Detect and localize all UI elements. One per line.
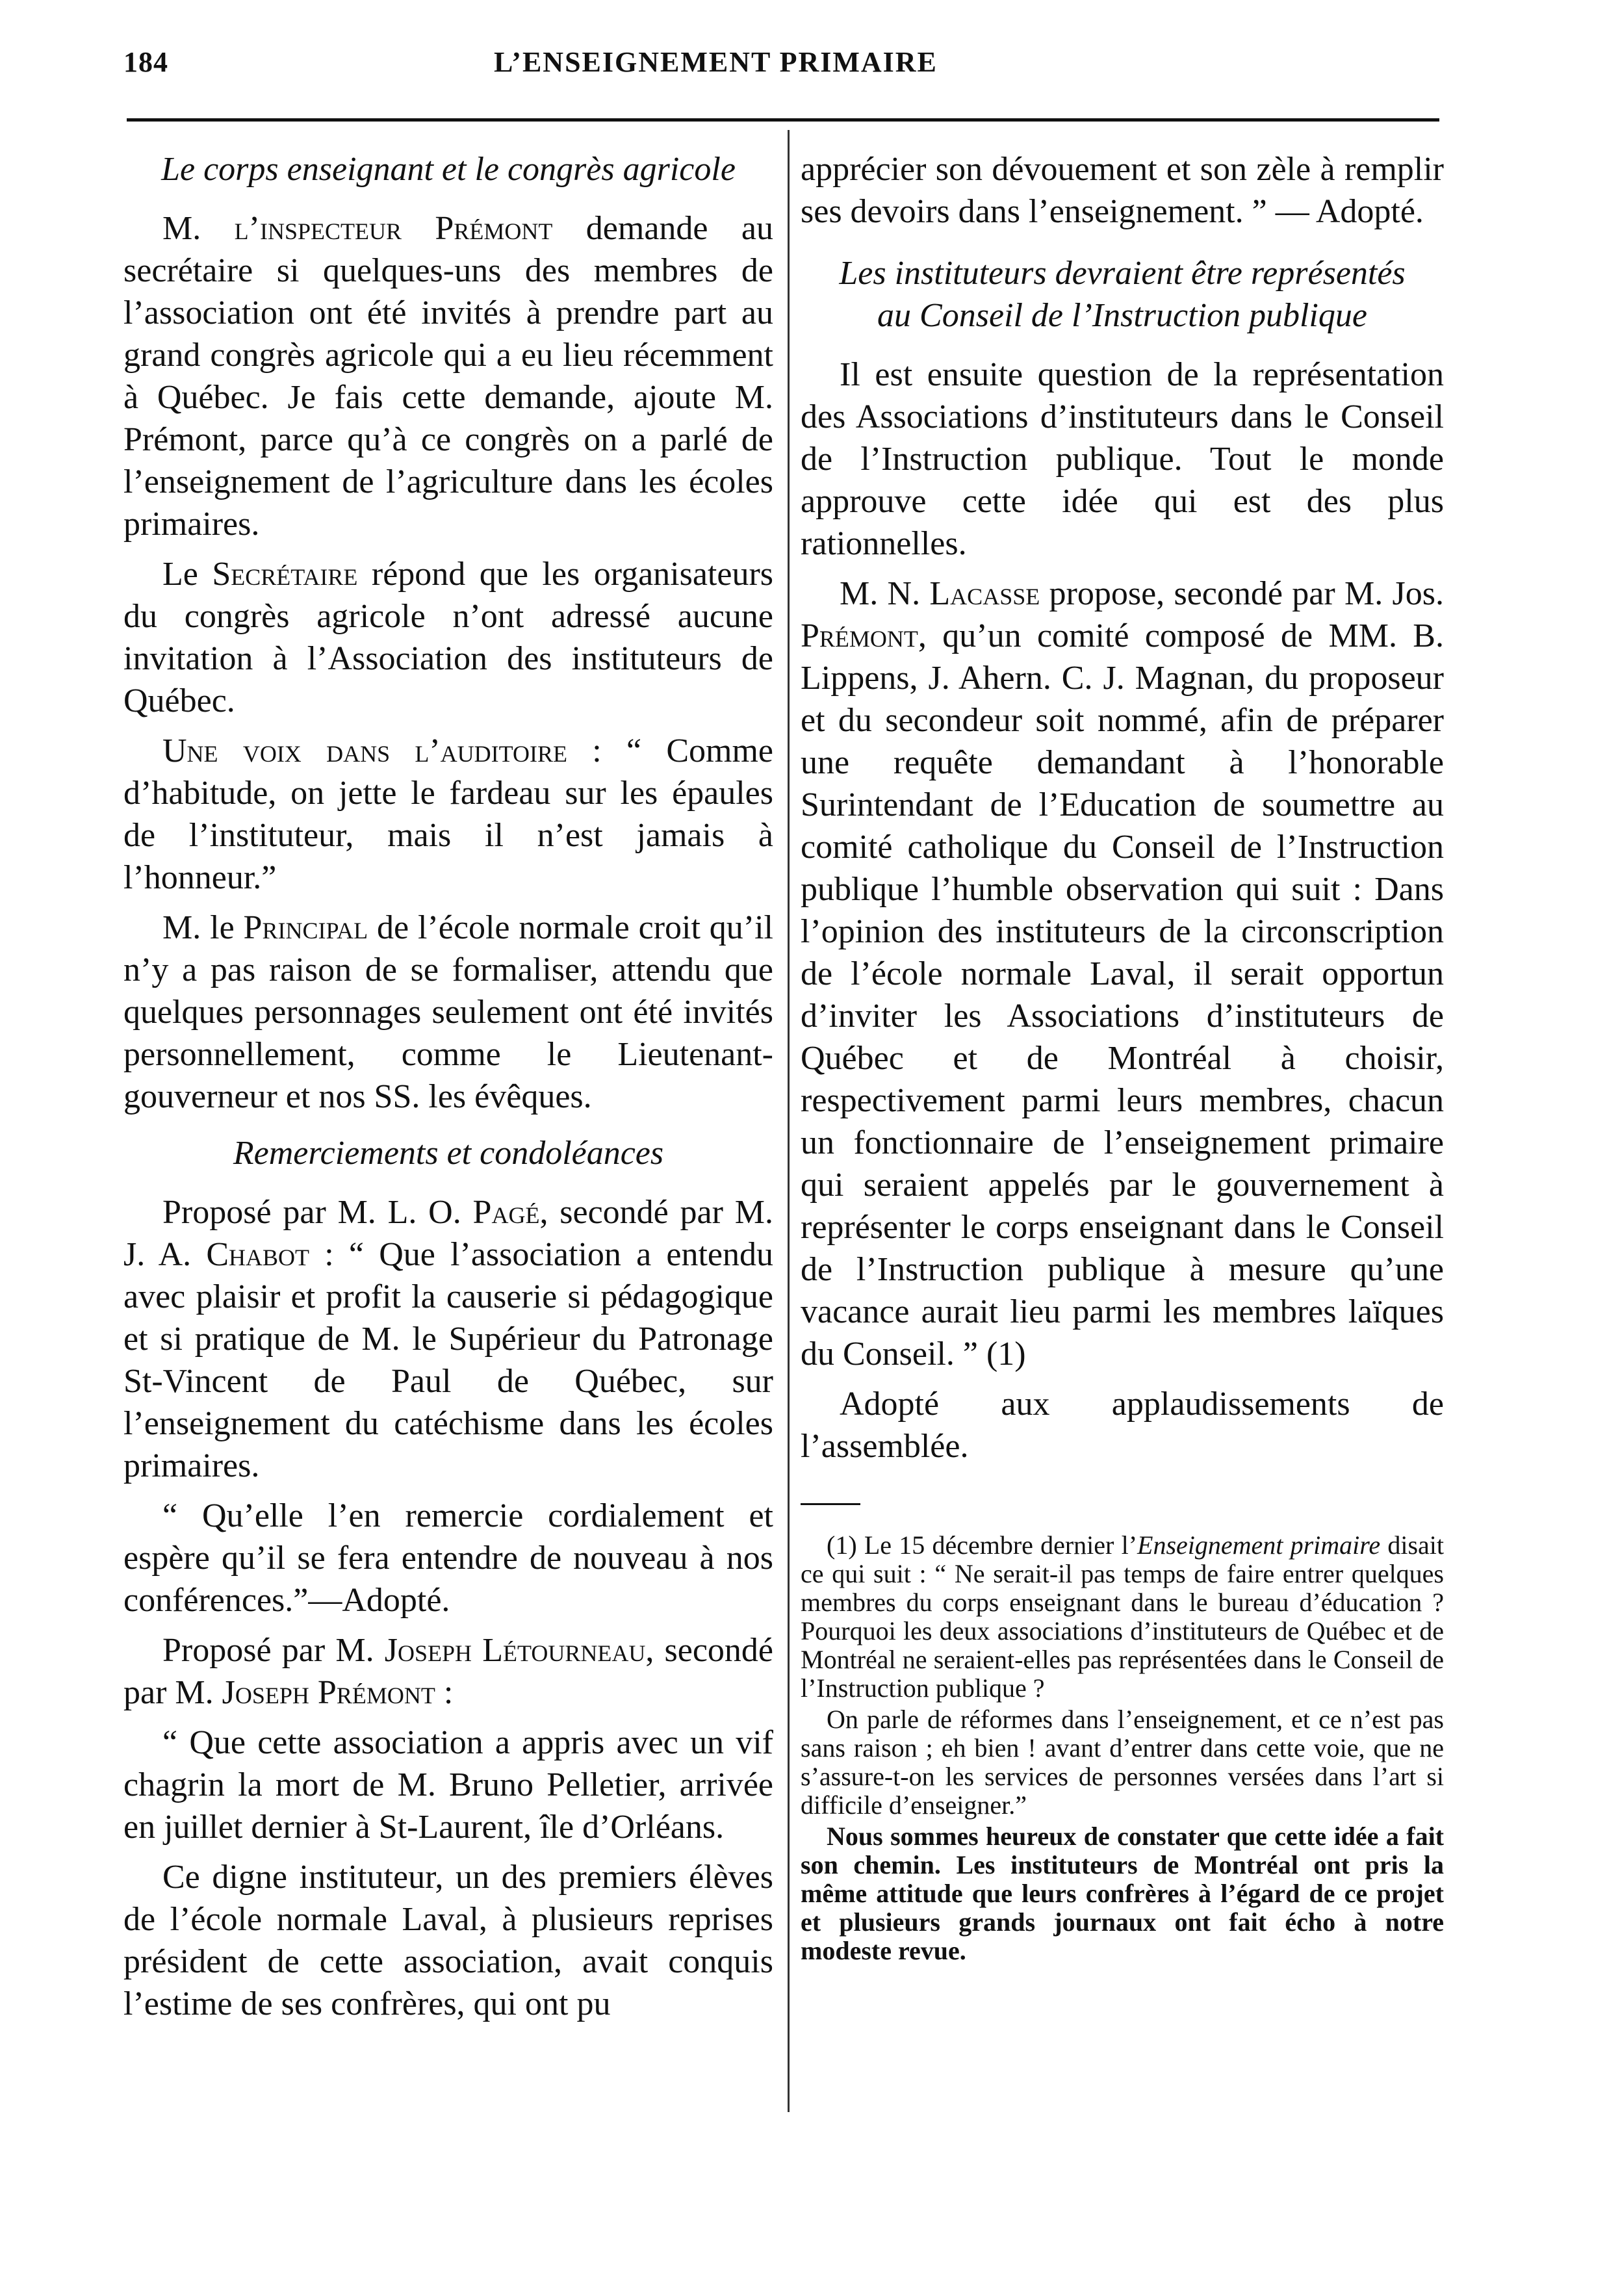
seconder-name: Chabot — [206, 1236, 310, 1273]
paragraph-lead: M. N. — [840, 575, 930, 612]
paragraph-proposition-page — [123, 1191, 773, 1487]
page-number: 184 — [123, 46, 168, 78]
paragraph-lead: Le — [162, 556, 212, 593]
paragraph-text: de l’école normale croit qu’il n’y a pas raison de se formaliser, attendu que quelques personnages seulement ont été invités personnellement, comme le Lieutenant-gouverneur et nos SS. les évêques. — [123, 909, 774, 1115]
running-title: L’ENSEIGNEMENT PRIMAIRE — [494, 46, 938, 78]
paragraph-mid: , secondé par M. — [123, 1632, 773, 1711]
paragraph-continuation: apprécier son dévouement et son zèle à remplir ses devoirs dans l’enseignement. ” — Adopté. — [801, 151, 1444, 230]
header-rule — [127, 118, 1439, 122]
left-column — [123, 148, 773, 2033]
paragraph-text: : — [435, 1674, 454, 1711]
footnote-text: disait ce qui suit : “ Ne serait-il pas temps de faire entrer quelques membres du corps enseignant dans le bureau d’éducation ? Pourquoi les deux associations d’instituteurs de Québec et de Montréal ne seraient-elles pas représentées dans le Conseil de l’Instruction publique ? — [801, 1530, 1444, 1703]
paragraph-representation: Il est ensuite question de la représentation des Associations d’instituteurs dans le Conseil de l’Instruction publique. Tout le monde approuve cette idée qui est des plus rationnelles. — [801, 356, 1444, 562]
paragraph-mid: propose, secondé par M. Jos. — [1040, 575, 1445, 612]
proposer-name: Lacasse — [929, 575, 1040, 612]
paragraph-text: , qu’un comité composé de MM. B. Lippens, J. Ahern. C. J. Magnan, du proposeur et du secondeur soit nommé, afin de préparer une requête demandant à l’honorable Surintendant de l’Education de soumettre au comité catholique du Conseil de l’Instruction publique l’humble observation qui suit : Dans l’opinion des instituteurs de la circonscription de l’école normale Laval, il serait opportun d’inviter les Associations d’instituteurs de Québec et de Montréal à choisir, respectivement parmi leurs membres, chacun un fonctionnaire de l’enseignement primaire qui seraient appelés par le gouvernement à représenter le corps enseignant dans le Conseil de l’Instruction publique à mesure qu’une vacance aurait lieu parmi les membres laïques du Conseil. ” (1) — [801, 617, 1444, 1373]
footnote-rule — [801, 1503, 860, 1505]
paragraph-adopte: Adopté aux applaudissements de l’assemblée. — [801, 1386, 1444, 1465]
paragraph-proposition-letourneau — [123, 1629, 773, 1714]
paragraph-principal — [123, 907, 773, 1118]
paragraph-secretaire — [123, 553, 773, 722]
paragraph-remerciement: “ Qu’elle l’en remercie cordialement et espère qu’il se fera entendre de nouveau à nos conférences.”—Adopté. — [123, 1497, 773, 1619]
footnote-lead: (1) Le 15 décembre dernier l’ — [827, 1530, 1138, 1560]
paragraph-voix-auditoire — [123, 730, 773, 899]
section-title-congres-agricole — [123, 148, 773, 190]
footnote-1-conclusion: Nous sommes heureux de constater que cette idée a fait son chemin. Les instituteurs de Montréal ont pris la même attitude que leurs confrères à l’égard de ce projet et plusieurs grands journaux ont fait écho à notre modeste revue. — [801, 1822, 1444, 1965]
paragraph-lead: M. le — [162, 909, 244, 946]
speaker-name: Secrétaire — [212, 556, 358, 593]
paragraph-mid: , secondé par M. J. A. — [123, 1194, 773, 1273]
right-column — [801, 148, 1444, 1968]
paragraph-text: répond que les organisateurs du congrès agricole n’ont adressé aucune invitation à l’Association des instituteurs de Québec. — [123, 556, 773, 719]
seconder-name: Joseph Prémont — [222, 1674, 435, 1711]
section-title-remerciements — [123, 1132, 773, 1174]
section-title-text: Le corps enseignant et le congrès agricole — [161, 151, 736, 188]
column-divider — [788, 130, 790, 2112]
footnote-1-continued: On parle de réformes dans l’enseignement, et ce n’est pas sans raison ; eh bien ! avant d’entrer dans cette voie, que ne s’assure-t-on les services de personnes versées dans l’art si difficile d’enseigner.” — [801, 1705, 1444, 1820]
seconder-name: Prémont — [801, 617, 918, 654]
paragraph-digne-instituteur: Ce digne instituteur, un des premiers élèves de l’école normale Laval, à plusieurs reprises président de cette association, avait conquis l’estime de ses confrères, qui ont pu — [123, 1859, 773, 2022]
paragraph-text: : “ Que l’association a entendu avec plaisir et profit la causerie si pédagogique et si pratique de M. le Supérieur du Patronage St-Vincent de Paul de Québec, sur l’enseignement du catéchisme dans les écoles primaires. — [123, 1236, 774, 1484]
paragraph-lead: Proposé par M. L. O. — [162, 1194, 473, 1231]
proposer-name: Joseph Létourneau — [384, 1632, 646, 1669]
section-title-instituteurs-representes — [801, 252, 1444, 337]
speaker-name: Principal — [243, 909, 368, 946]
paragraph-inspecteur-premont — [123, 207, 773, 545]
footnote-1 — [801, 1531, 1444, 1703]
paragraph-condoleances: “ Que cette association a appris avec un vif chagrin la mort de M. Bruno Pelletier, arrivée en juillet dernier à St-Laurent, île d’Orléans. — [123, 1724, 773, 1846]
paragraph-text: : “ Comme d’habitude, on jette le fardeau sur les épaules de l’instituteur, mais il n’est jamais à l’honneur.” — [123, 732, 773, 896]
footnote-publication-title: Enseignement primaire — [1137, 1530, 1381, 1560]
paragraph-proposition-lacasse — [801, 573, 1444, 1375]
paragraph-lead: Proposé par M. — [162, 1632, 385, 1669]
proposer-name: Pagé — [472, 1194, 540, 1231]
paragraph-text: demande au secrétaire si quelques-uns des membres de l’association ont été invités à prendre part au grand congrès agricole qui a eu lieu récemment à Québec. Je fais cette demande, ajoute M. Prémont, parce qu’à ce congrès on a parlé de l’enseignement de l’agriculture dans les écoles primaires. — [123, 210, 773, 543]
section-title-text: Remerciements et condoléances — [233, 1135, 664, 1172]
speaker-name: Une voix dans l’auditoire — [162, 732, 567, 769]
section-title-line-2: au Conseil de l’Instruction publique — [877, 297, 1367, 334]
section-title-line-1: Les instituteurs devraient être représentés — [839, 255, 1406, 292]
speaker-name: M. l’inspecteur Prémont — [162, 210, 553, 247]
